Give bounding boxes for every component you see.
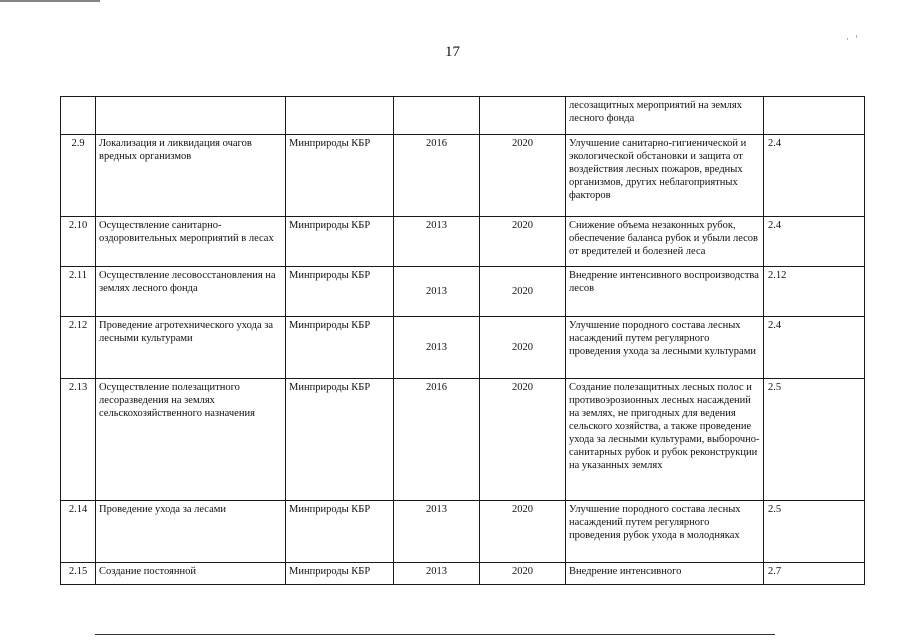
cell-number: 2.15	[61, 563, 96, 585]
table-row	[61, 379, 865, 501]
cell-start-year: 2016	[394, 379, 480, 501]
cell-expected-result: лесозащитных мероприятий на землях лесного фонда	[566, 97, 764, 135]
cell-end-year: 2020	[480, 563, 566, 585]
cell-activity-name: Осуществление полезащитного лесоразведения на землях сельскохозяйственного назначения	[96, 379, 286, 501]
cell-executor: Минприроды КБР	[286, 379, 394, 501]
table-row	[61, 501, 865, 563]
cell-indicator-link: 2.12	[764, 267, 865, 317]
scan-artifact-bottom-line	[95, 634, 775, 635]
cell-activity-name: Проведение ухода за лесами	[96, 501, 286, 563]
cell-executor: Минприроды КБР	[286, 135, 394, 217]
cell-end-year: 2020	[480, 267, 566, 317]
cell-number: 2.10	[61, 217, 96, 267]
cell-number: 2.11	[61, 267, 96, 317]
cell-start-year: 2013	[394, 217, 480, 267]
cell-end-year: 2020	[480, 379, 566, 501]
cell-expected-result: Снижение объема незаконных рубок, обеспечение баланса рубок и убыли лесов от вредителей и болезней леса	[566, 217, 764, 267]
program-table	[60, 96, 865, 585]
table-body	[61, 97, 865, 585]
table-row	[61, 97, 865, 135]
cell-indicator-link: 2.5	[764, 379, 865, 501]
cell-start-year: 2013	[394, 267, 480, 317]
cell-indicator-link: 2.7	[764, 563, 865, 585]
cell-start-year: 2016	[394, 135, 480, 217]
cell-expected-result: Улучшение санитарно-гигиенической и экологической обстановки и защита от воздействия лесных пожаров, вредных организмов, других неблагоприятных факторов	[566, 135, 764, 217]
cell-number: 2.12	[61, 317, 96, 379]
program-table-wrapper	[60, 96, 864, 585]
cell-end-year: 2020	[480, 135, 566, 217]
cell-number	[61, 97, 96, 135]
cell-start-year: 2013	[394, 563, 480, 585]
cell-start-year: 2013	[394, 317, 480, 379]
table-row	[61, 317, 865, 379]
cell-end-year	[480, 97, 566, 135]
cell-start-year	[394, 97, 480, 135]
cell-expected-result: Внедрение интенсивного воспроизводства лесов	[566, 267, 764, 317]
cell-activity-name: Создание постоянной	[96, 563, 286, 585]
cell-number: 2.9	[61, 135, 96, 217]
cell-end-year: 2020	[480, 217, 566, 267]
cell-start-year: 2013	[394, 501, 480, 563]
table-row	[61, 563, 865, 585]
cell-indicator-link: 2.5	[764, 501, 865, 563]
cell-expected-result: Внедрение интенсивного	[566, 563, 764, 585]
cell-expected-result: Создание полезащитных лесных полос и противоэрозионных лесных насаждений на землях, не пригодных для ведения сельского хозяйства, а также проведение ухода за лесными культурами, выборочно-санитарных рубок и рубок реконструкции на указанных землях	[566, 379, 764, 501]
page-number: 17	[445, 44, 460, 60]
cell-indicator-link: 2.4	[764, 317, 865, 379]
cell-number: 2.13	[61, 379, 96, 501]
table-row	[61, 217, 865, 267]
table-row	[61, 267, 865, 317]
scan-artifact-top	[0, 0, 100, 5]
cell-activity-name	[96, 97, 286, 135]
cell-end-year: 2020	[480, 317, 566, 379]
cell-expected-result: Улучшение породного состава лесных насаждений путем регулярного проведения рубок ухода в молодняках	[566, 501, 764, 563]
table-row	[61, 135, 865, 217]
cell-activity-name: Осуществление лесовосстановления на землях лесного фонда	[96, 267, 286, 317]
cell-executor	[286, 97, 394, 135]
cell-number: 2.14	[61, 501, 96, 563]
cell-executor: Минприроды КБР	[286, 501, 394, 563]
cell-expected-result: Улучшение породного состава лесных насаждений путем регулярного проведения ухода за лесными культурами	[566, 317, 764, 379]
cell-executor: Минприроды КБР	[286, 217, 394, 267]
cell-indicator-link: 2.4	[764, 217, 865, 267]
cell-executor: Минприроды КБР	[286, 317, 394, 379]
cell-activity-name: Проведение агротехнического ухода за лесными культурами	[96, 317, 286, 379]
cell-indicator-link	[764, 97, 865, 135]
cell-end-year: 2020	[480, 501, 566, 563]
cell-activity-name: Локализация и ликвидация очагов вредных организмов	[96, 135, 286, 217]
cell-executor: Минприроды КБР	[286, 267, 394, 317]
cell-activity-name: Осуществление санитарно-оздоровительных мероприятий в лесах	[96, 217, 286, 267]
scan-artifact-dots: · '	[846, 34, 858, 44]
cell-indicator-link: 2.4	[764, 135, 865, 217]
cell-executor: Минприроды КБР	[286, 563, 394, 585]
